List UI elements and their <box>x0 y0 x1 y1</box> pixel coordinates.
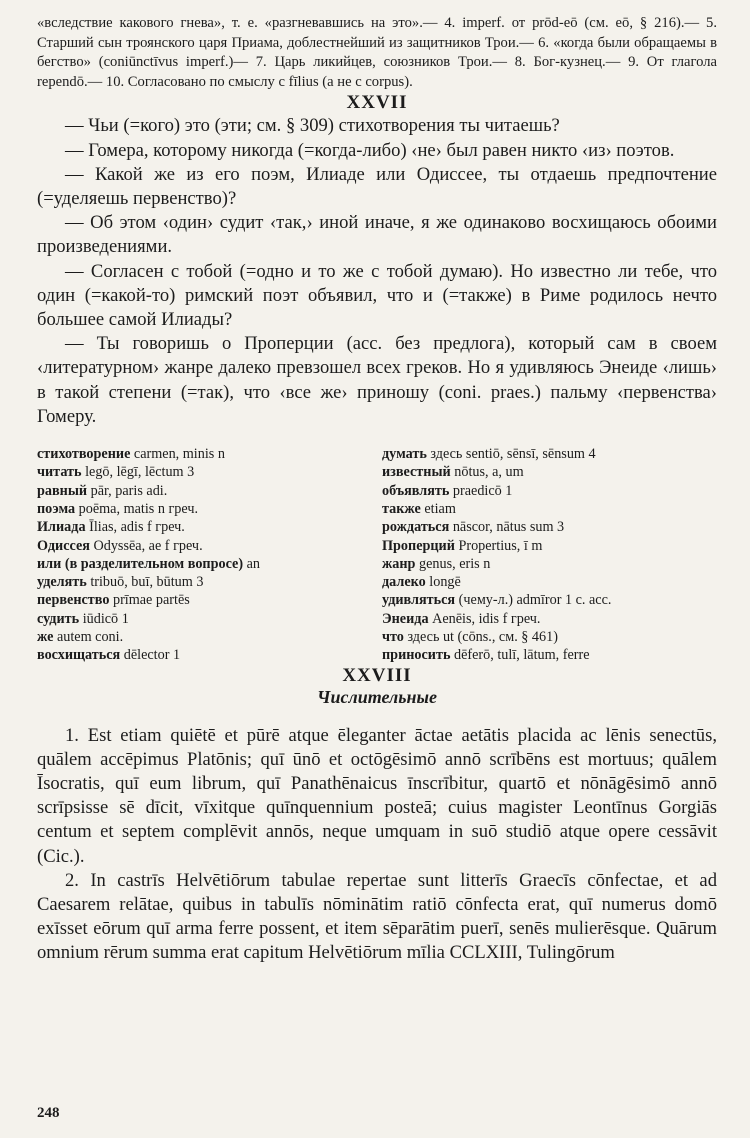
vocab-word: думать <box>382 446 427 463</box>
vocab-latin: pār, paris adi. <box>90 482 168 499</box>
vocab-entry <box>37 518 372 536</box>
dialog-line: — Гомера, которому никогда (=когда-либо) ‹не› был равен никто ‹из› поэтов. <box>65 139 675 161</box>
vocab-entry <box>37 573 372 591</box>
vocab-word: или (в разделительном вопросе) <box>37 555 244 572</box>
vocab-latin: longē <box>429 574 461 591</box>
vocabulary-list <box>37 445 717 665</box>
section-subtitle: Числительные <box>317 686 437 707</box>
section-heading-28: XXVIII <box>342 664 412 686</box>
vocab-latin: iūdicō 1 <box>82 610 129 627</box>
vocab-entry <box>37 646 372 664</box>
vocab-latin: tribuō, buī, būtum 3 <box>90 574 204 591</box>
latin-paragraph: 1. Est etiam quiētē et pūrē atque ēleganter āctae aetātis placida ac lēnis senectūs, quālem accēpimus Platōnis; quī ūnō et octōgēsimō annō scrībēns est mortuus; quālem Īsocratis, quī eum librum, quī Panathēnaicus īnscrībitur, quartō et nōnāgēsimō annō scrīpsisse sē dīcit, vīxitque quīnquennium posteā; cuius magister Leontīnus Gorgiās centum et septem complēvit annōs, neque umquam in suō studiō atque opere cessāvit (Cic.). <box>37 724 717 867</box>
vocab-entry <box>37 463 372 481</box>
vocab-entry <box>37 482 372 500</box>
vocab-latin: poēma, matis n греч. <box>78 500 199 517</box>
vocab-word: известный <box>382 464 451 481</box>
vocabulary-column-left <box>37 445 372 665</box>
vocab-latin: etiam <box>424 500 456 517</box>
dialog-line: — Чьи (=кого) это (эти; см. § 309) стихотворения ты читаешь? <box>65 115 560 137</box>
vocab-latin: legō, lēgī, lēctum 3 <box>85 464 195 481</box>
vocab-entry <box>382 573 717 591</box>
vocab-latin: здесь sentiō, sēnsī, sēnsum 4 <box>430 446 596 463</box>
vocab-word: что <box>382 628 404 645</box>
vocab-latin: nāscor, nātus sum 3 <box>452 519 565 536</box>
vocab-latin: dēlector 1 <box>123 647 181 664</box>
vocab-entry <box>382 482 717 500</box>
vocab-entry <box>37 445 372 463</box>
vocab-word: рождаться <box>382 519 450 536</box>
vocab-entry <box>37 555 372 573</box>
vocab-entry <box>382 628 717 646</box>
vocab-latin: Īlias, adis f греч. <box>89 519 185 536</box>
section-heading-27: XXVII <box>346 92 408 114</box>
vocab-word: равный <box>37 482 88 499</box>
vocab-entry <box>37 610 372 628</box>
footnotes <box>37 14 717 92</box>
dialog-text <box>37 114 717 429</box>
vocab-word: Одиссея <box>37 537 90 554</box>
vocab-latin: prīmae partēs <box>112 592 190 609</box>
vocab-latin: nōtus, a, um <box>454 464 524 481</box>
vocab-entry <box>37 537 372 555</box>
vocab-entry <box>382 445 717 463</box>
vocab-latin: здесь ut (cōns., см. § 461) <box>407 628 558 645</box>
vocab-word: Илиада <box>37 519 86 536</box>
vocab-entry <box>382 463 717 481</box>
vocab-word: же <box>37 628 54 645</box>
vocab-entry <box>382 500 717 518</box>
vocab-word: уделять <box>37 574 87 591</box>
vocab-entry <box>382 518 717 536</box>
vocab-entry <box>382 591 717 609</box>
dialog-line: — Какой же из его поэм, Илиаде или Одиссее, ты отдаешь предпочтение (=уделяешь первенство)? <box>37 163 717 209</box>
vocab-word: стихотворение <box>37 446 131 463</box>
vocab-latin: Propertius, ī m <box>458 537 543 554</box>
vocab-latin: genus, eris n <box>419 555 491 572</box>
vocab-word: Проперций <box>382 537 455 554</box>
vocab-entry <box>382 555 717 573</box>
vocab-word: Энеида <box>382 610 429 627</box>
vocab-word: объявлять <box>382 482 450 499</box>
vocab-word: восхищаться <box>37 647 121 664</box>
vocab-word: также <box>382 500 421 517</box>
vocab-word: поэма <box>37 500 76 517</box>
dialog-line: — Согласен с тобой (=одно и то же с тобой думаю). Но известно ли тебе, что один (=какой-то) римский поэт объявил, что и (=также) в Риме родилось нечто большее самой Илиады? <box>37 260 717 330</box>
vocab-word: первенство <box>37 592 110 609</box>
footnotes-text: «вследствие какового гнева», т. е. «разгневавшись на это».— 4. imperf. от prōd-eō (см. eō, § 216).— 5. Старший сын троянского царя Приама, доблестнейший из защитников Трои.— 6. «когда были обращаемы в бегство» (coniūnctīvus imperf.)— 7. Царь ликийцев, союзников Трои.— 8. Бог-кузнец.— 9. От глагола rependō.— 10. Согласовано по смыслу с fīlius (а не с corpus). <box>37 15 717 90</box>
vocab-entry <box>382 537 717 555</box>
vocab-entry <box>382 610 717 628</box>
vocab-latin: an <box>246 555 261 572</box>
vocab-latin: Aenēis, idis f греч. <box>432 610 541 627</box>
vocab-word: приносить <box>382 647 451 664</box>
vocab-entry <box>37 500 372 518</box>
vocab-latin: Odyssēa, ae f греч. <box>93 537 203 554</box>
vocab-word: удивляться <box>382 592 456 609</box>
vocab-word: судить <box>37 610 80 627</box>
page <box>37 14 717 966</box>
vocab-word: жанр <box>382 555 416 572</box>
dialog-line: — Ты говоришь о Проперции (acc. без предлога), который сам в своем ‹литературном› жанре далеко превзошел всех греков. Но я удивляюсь Энеиде ‹лишь› в такой степени (=так), что ‹все же› приношу (coni. praes.) пальму ‹первенства› Гомеру. <box>37 333 717 427</box>
vocab-entry <box>37 591 372 609</box>
vocab-word: далеко <box>382 574 426 591</box>
vocab-latin: autem coni. <box>56 628 124 645</box>
vocab-latin: (чему-л.) admīror 1 c. acc. <box>458 592 612 609</box>
vocab-entry <box>382 646 717 664</box>
vocab-latin: dēferō, tulī, lātum, ferre <box>454 647 590 664</box>
latin-paragraph: 2. In castrīs Helvētiōrum tabulae repertae sunt litterīs Graecīs cōnfectae, et ad Caesarem relātae, quibus in tabulīs nōminātim ratiō cōnfecta erat, quī numerus domō exīsset eōrum quī arma ferre possent, et item sēparātim puerī, senēs mulierēsque. Quārum omnium rērum summa erat capitum Helvētiōrum mīlia CCLXIII, Tulingōrum <box>37 869 717 964</box>
latin-text <box>37 724 717 966</box>
vocab-word: читать <box>37 464 82 481</box>
dialog-line: — Об этом ‹один› судит ‹так,› иной иначе, я же одинаково восхищаюсь обоими произведениями. <box>37 212 717 258</box>
vocab-latin: carmen, minis n <box>133 446 225 463</box>
vocab-entry <box>37 628 372 646</box>
page-number: 248 <box>37 1105 60 1121</box>
vocab-latin: praedicō 1 <box>452 482 513 499</box>
vocabulary-column-right <box>382 445 717 665</box>
